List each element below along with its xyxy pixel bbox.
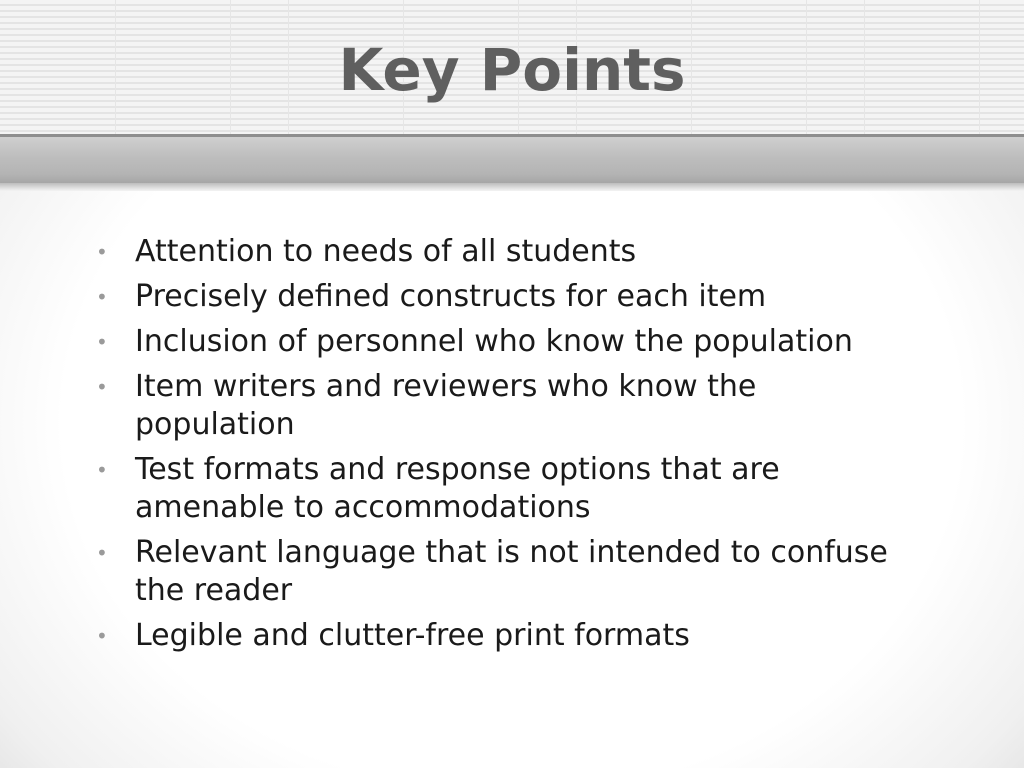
bullet-text: Precisely defined constructs for each item <box>135 279 767 314</box>
bullet-item <box>96 451 916 527</box>
bullet-item <box>96 368 916 444</box>
bullet-icon: • <box>96 458 108 482</box>
bullet-item <box>96 534 916 610</box>
bullet-text: Attention to needs of all students <box>135 234 637 269</box>
bullet-text: Item writers and reviewers who know the population <box>135 369 757 442</box>
bullet-icon: • <box>96 375 108 399</box>
bullet-icon: • <box>96 541 108 565</box>
bullet-text: Legible and clutter-free print formats <box>135 618 690 653</box>
bullet-text: Relevant language that is not intended to confuse the reader <box>135 535 888 608</box>
bullet-icon: • <box>96 285 108 309</box>
bullet-text: Test formats and response options that are amenable to accommodations <box>135 452 780 525</box>
bullet-icon: • <box>96 240 108 264</box>
slide-title: Key Points <box>338 36 686 104</box>
bullet-item <box>96 617 916 655</box>
bullet-icon: • <box>96 330 108 354</box>
bullet-item <box>96 278 916 316</box>
bullet-text: Inclusion of personnel who know the population <box>135 324 853 359</box>
title-bar-shadow <box>0 183 1024 191</box>
bullet-item <box>96 323 916 361</box>
bullet-list <box>96 233 916 662</box>
title-accent-bar <box>0 137 1024 183</box>
bullet-item <box>96 233 916 271</box>
bullet-icon: • <box>96 624 108 648</box>
